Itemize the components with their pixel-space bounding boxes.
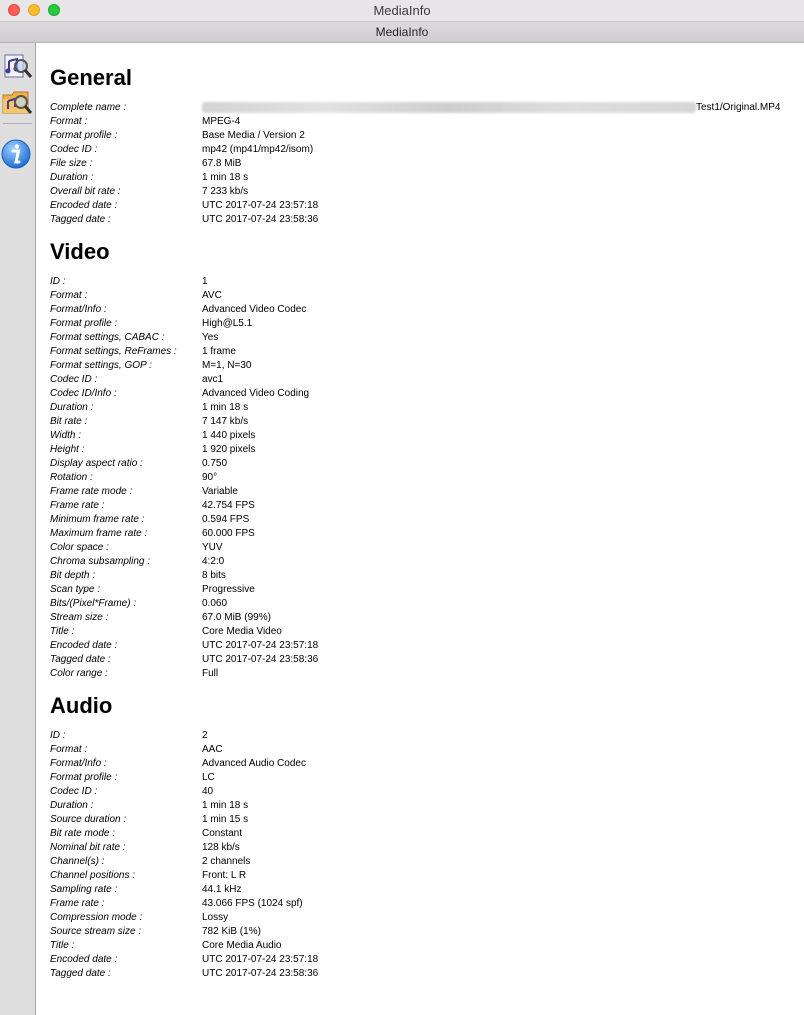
field-value: 67.8 MiB <box>202 158 242 169</box>
sidebar-divider <box>3 123 32 124</box>
field-label: Title : <box>50 940 75 951</box>
field-value: LC <box>202 772 215 783</box>
field-value: 67.0 MiB (99%) <box>202 612 271 623</box>
field-value: 1 440 pixels <box>202 430 256 441</box>
field-value: UTC 2017-07-24 23:57:18 <box>202 200 319 211</box>
field-value: UTC 2017-07-24 23:58:36 <box>202 654 319 665</box>
field-label: Frame rate mode : <box>50 486 133 497</box>
field-label: Codec ID/Info : <box>50 388 117 399</box>
field-label: Format profile : <box>50 130 118 141</box>
field-value: High@L5.1 <box>202 318 253 329</box>
open-folder-button[interactable] <box>0 85 35 121</box>
field-label: Encoded date : <box>50 640 118 651</box>
field-label: Bits/(Pixel*Frame) : <box>50 598 137 609</box>
field-value: Lossy <box>202 912 229 923</box>
field-value: 782 KiB (1%) <box>202 926 261 937</box>
field-label: Frame rate : <box>50 898 105 909</box>
field-value: Constant <box>202 828 243 839</box>
field-label: Format : <box>50 744 88 755</box>
field-value: UTC 2017-07-24 23:58:36 <box>202 968 319 979</box>
field-value: 44.1 kHz <box>202 884 242 895</box>
field-value: 43.066 FPS (1024 spf) <box>202 898 303 909</box>
field-value: Advanced Audio Codec <box>202 758 306 769</box>
field-label: Format settings, CABAC : <box>50 332 165 343</box>
field-value: 0.594 FPS <box>202 514 250 525</box>
field-value: Test1/Original.MP4 <box>202 101 780 115</box>
sidebar <box>0 43 36 1015</box>
field-label: Format settings, ReFrames : <box>50 346 177 357</box>
open-file-icon <box>0 49 35 83</box>
field-value: Front: L R <box>202 870 247 881</box>
field-value: 0.750 <box>202 458 228 469</box>
field-label: Minimum frame rate : <box>50 514 145 525</box>
field-label: Bit depth : <box>50 570 96 581</box>
field-label: Tagged date : <box>50 654 111 665</box>
field-label: Duration : <box>50 402 94 413</box>
field-value: UTC 2017-07-24 23:57:18 <box>202 640 319 651</box>
field-value: 0.060 <box>202 598 228 609</box>
field-label: Rotation : <box>50 472 93 483</box>
window-title: MediaInfo <box>373 3 431 18</box>
field-label: Channel(s) : <box>50 856 105 867</box>
field-label: ID : <box>50 276 66 287</box>
field-label: Encoded date : <box>50 954 118 965</box>
field-label: Chroma subsampling : <box>50 556 151 567</box>
field-label: Bit rate : <box>50 416 88 427</box>
field-value: Variable <box>202 486 238 497</box>
field-label: Overall bit rate : <box>50 186 121 197</box>
field-label: Format profile : <box>50 318 118 329</box>
field-label: Encoded date : <box>50 200 118 211</box>
field-value: Core Media Video <box>202 626 282 637</box>
field-label: Nominal bit rate : <box>50 842 126 853</box>
field-value: Full <box>202 668 219 679</box>
redacted-path <box>202 102 696 113</box>
field-value: Yes <box>202 332 219 343</box>
field-value: 1 min 18 s <box>202 800 249 811</box>
field-value: Progressive <box>202 584 255 595</box>
field-label: Tagged date : <box>50 968 111 979</box>
field-label: Sampling rate : <box>50 884 118 895</box>
field-label: Codec ID : <box>50 144 98 155</box>
info-icon <box>0 137 35 171</box>
field-value: M=1, N=30 <box>202 360 252 371</box>
field-value: 1 min 18 s <box>202 402 249 413</box>
field-value: MPEG-4 <box>202 116 241 127</box>
field-value: mp42 (mp41/mp42/isom) <box>202 144 314 155</box>
field-label: Format settings, GOP : <box>50 360 152 371</box>
field-label: Codec ID : <box>50 374 98 385</box>
field-value: 90° <box>202 472 218 483</box>
field-value: 1 min 15 s <box>202 814 249 825</box>
field-label: Format : <box>50 290 88 301</box>
field-value: 7 233 kb/s <box>202 186 249 197</box>
field-value: 8 bits <box>202 570 226 581</box>
field-value: Advanced Video Coding <box>202 388 310 399</box>
field-label: Duration : <box>50 172 94 183</box>
field-value: 1 min 18 s <box>202 172 249 183</box>
field-value: AAC <box>202 744 223 755</box>
field-label: Source stream size : <box>50 926 142 937</box>
field-value: 2 channels <box>202 856 251 867</box>
field-value: 60.000 FPS <box>202 528 255 539</box>
field-label: Title : <box>50 626 75 637</box>
field-value: UTC 2017-07-24 23:58:36 <box>202 214 319 225</box>
field-value: 7 147 kb/s <box>202 416 249 427</box>
field-value: Base Media / Version 2 <box>202 130 305 141</box>
field-label: Maximum frame rate : <box>50 528 148 539</box>
field-label: Bit rate mode : <box>50 828 116 839</box>
open-folder-icon <box>0 85 35 119</box>
open-file-button[interactable] <box>0 49 35 85</box>
field-label: Tagged date : <box>50 214 111 225</box>
field-value: 1 920 pixels <box>202 444 256 455</box>
field-label: Height : <box>50 444 85 455</box>
field-value: 40 <box>202 786 214 797</box>
field-value: Core Media Audio <box>202 940 282 951</box>
field-label: ID : <box>50 730 66 741</box>
field-label: Scan type : <box>50 584 101 595</box>
field-value: Advanced Video Codec <box>202 304 307 315</box>
field-label: Frame rate : <box>50 500 105 511</box>
field-label: File size : <box>50 158 93 169</box>
field-value: avc1 <box>202 374 224 385</box>
tab-title: MediaInfo <box>375 25 429 39</box>
field-label: Format : <box>50 116 88 127</box>
info-button[interactable] <box>0 137 35 173</box>
field-label: Display aspect ratio : <box>50 458 143 469</box>
tab-bar <box>0 21 804 43</box>
field-label: Complete name : <box>50 102 127 113</box>
field-value: AVC <box>202 290 222 301</box>
section-title-video: Video <box>50 239 110 264</box>
field-value: UTC 2017-07-24 23:57:18 <box>202 954 319 965</box>
section-title-general: General <box>50 65 132 90</box>
field-label: Width : <box>50 430 82 441</box>
field-value: 1 <box>202 276 208 287</box>
field-value: 2 <box>202 730 208 741</box>
field-label: Codec ID : <box>50 786 98 797</box>
field-label: Color space : <box>50 542 109 553</box>
field-label: Stream size : <box>50 612 109 623</box>
field-label: Compression mode : <box>50 912 143 923</box>
field-value: 1 frame <box>202 346 236 357</box>
field-label: Source duration : <box>50 814 127 825</box>
field-label: Duration : <box>50 800 94 811</box>
section-title-audio: Audio <box>50 693 113 718</box>
field-value: YUV <box>202 542 223 553</box>
field-value: 128 kb/s <box>202 842 240 853</box>
field-label: Format/Info : <box>50 304 107 315</box>
field-value: 4:2:0 <box>202 556 225 567</box>
field-label: Color range : <box>50 668 108 679</box>
field-label: Format profile : <box>50 772 118 783</box>
window-titlebar <box>0 0 804 21</box>
field-label: Channel positions : <box>50 870 136 881</box>
field-value: 42.754 FPS <box>202 500 255 511</box>
field-label: Format/Info : <box>50 758 107 769</box>
